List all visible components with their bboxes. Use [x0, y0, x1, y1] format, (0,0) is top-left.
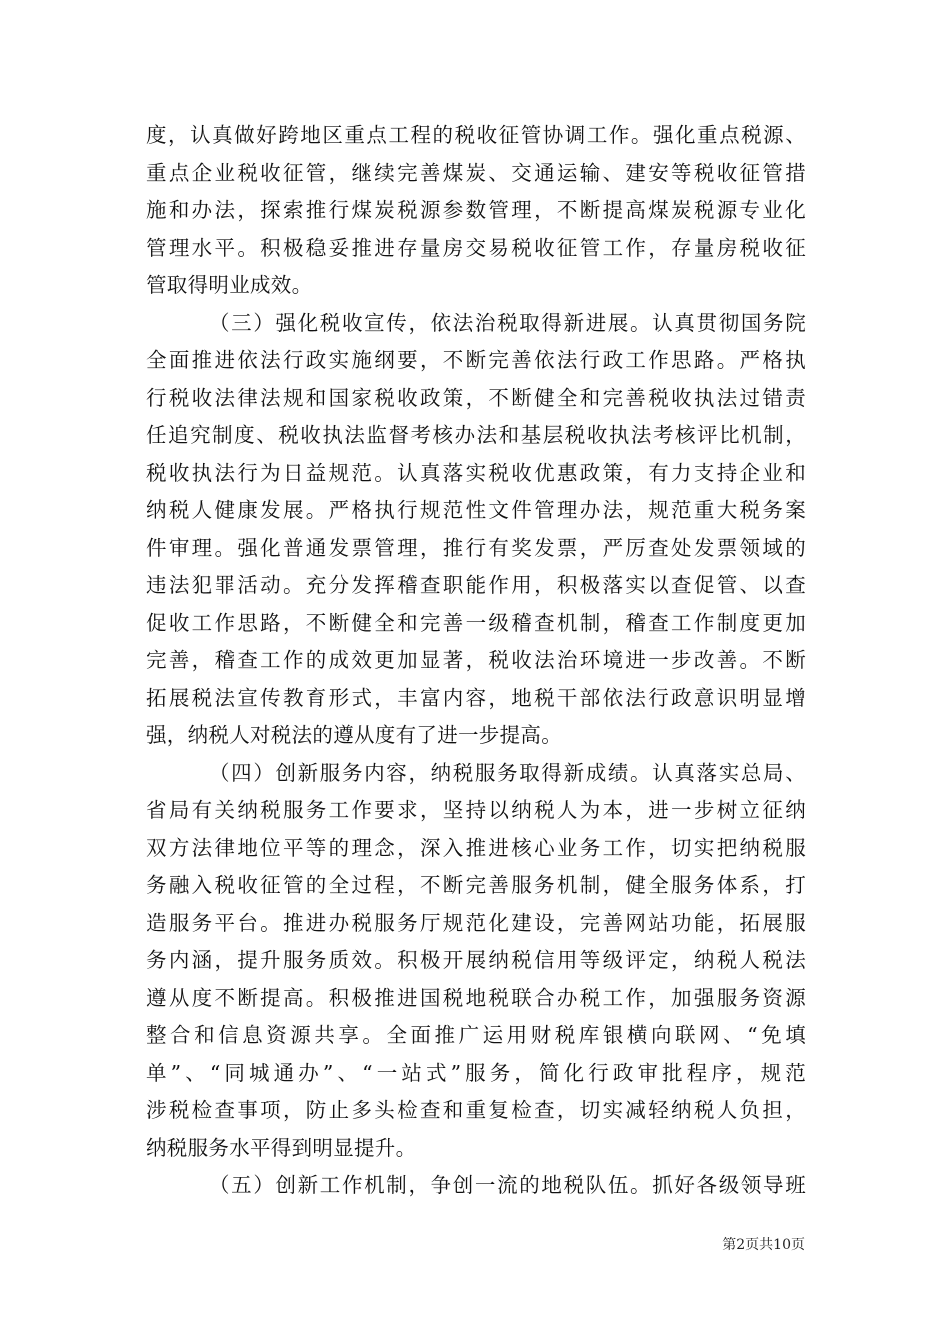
paragraph-line: 件审理。强化普通发票管理，推行有奖发票，严厉查处发票领域的	[146, 535, 806, 560]
paragraph-line: 度，认真做好跨地区重点工程的税收征管协调工作。强化重点税源、	[146, 123, 806, 147]
paragraph-line: 造服务平台。推进办税服务厅规范化建设，完善网站功能，拓展服	[146, 910, 806, 935]
paragraph-line: 整合和信息资源共享。全面推广运用财税库银横向联网、“免填	[146, 1023, 806, 1047]
paragraph	[146, 755, 806, 1168]
paragraph-line: 遵从度不断提高。积极推进国税地税联合办税工作，加强服务资源	[146, 985, 806, 1010]
paragraph-line: 务内涵，提升服务质效。积极开展纳税信用等级评定，纳税人税法	[146, 948, 806, 972]
paragraph-line: 管理水平。积极稳妥推进存量房交易税收征管工作，存量房税收征	[146, 235, 806, 260]
paragraph-line: 全面推进依法行政实施纲要，不断完善依法行政工作思路。严格执	[146, 348, 806, 372]
document-body	[146, 117, 806, 1205]
paragraph-line: 违法犯罪活动。充分发挥稽查职能作用，积极落实以查促管、以查	[146, 573, 806, 597]
paragraph-line: 重点企业税收征管，继续完善煤炭、交通运输、建安等税收征管措	[146, 160, 806, 185]
paragraph	[146, 117, 806, 305]
paragraph-line: 任追究制度、税收执法监督考核办法和基层税收执法考核评比机制，	[146, 423, 806, 447]
paragraph-line: 纳税服务水平得到明显提升。	[146, 1135, 417, 1160]
paragraph-line: 省局有关纳税服务工作要求，坚持以纳税人为本，进一步树立征纳	[146, 798, 806, 822]
paragraph-line: 促收工作思路，不断健全和完善一级稽查机制，稽查工作制度更加	[146, 610, 806, 635]
paragraph	[146, 305, 806, 755]
paragraph-line: （三）强化税收宣传，依法治税取得新进展。认真贯彻国务院	[209, 310, 806, 335]
paragraph-line: 完善，稽查工作的成效更加显著，税收法治环境进一步改善。不断	[146, 648, 806, 672]
paragraph-line: （四）创新服务内容，纳税服务取得新成绩。认真落实总局、	[209, 760, 806, 785]
paragraph-line: 纳税人健康发展。严格执行规范性文件管理办法，规范重大税务案	[146, 498, 806, 522]
paragraph-line: 施和办法，探索推行煤炭税源参数管理，不断提高煤炭税源专业化	[146, 198, 806, 222]
paragraph	[146, 1167, 806, 1205]
paragraph-line: 单”、“同城通办”、“一站式”服务，简化行政审批程序，规范	[146, 1060, 806, 1085]
paragraph-line: （五）创新工作机制，争创一流的地税队伍。抓好各级领导班	[209, 1173, 806, 1197]
paragraph-line: 涉税检查事项，防止多头检查和重复检查，切实减轻纳税人负担，	[146, 1098, 806, 1122]
paragraph-line: 务融入税收征管的全过程，不断完善服务机制，健全服务体系，打	[146, 873, 806, 897]
paragraph-line: 行税收法律法规和国家税收政策，不断健全和完善税收执法过错责	[146, 385, 806, 410]
paragraph-line: 税收执法行为日益规范。认真落实税收优惠政策，有力支持企业和	[146, 460, 806, 485]
paragraph-line: 强，纳税人对税法的遵从度有了进一步提高。	[146, 723, 562, 747]
paragraph-line: 管取得明业成效。	[146, 273, 313, 297]
paragraph-line: 双方法律地位平等的理念，深入推进核心业务工作，切实把纳税服	[146, 835, 806, 860]
paragraph-line: 拓展税法宣传教育形式，丰富内容，地税干部依法行政意识明显增	[146, 685, 806, 710]
page-number: 第2页共10页	[722, 1237, 805, 1253]
